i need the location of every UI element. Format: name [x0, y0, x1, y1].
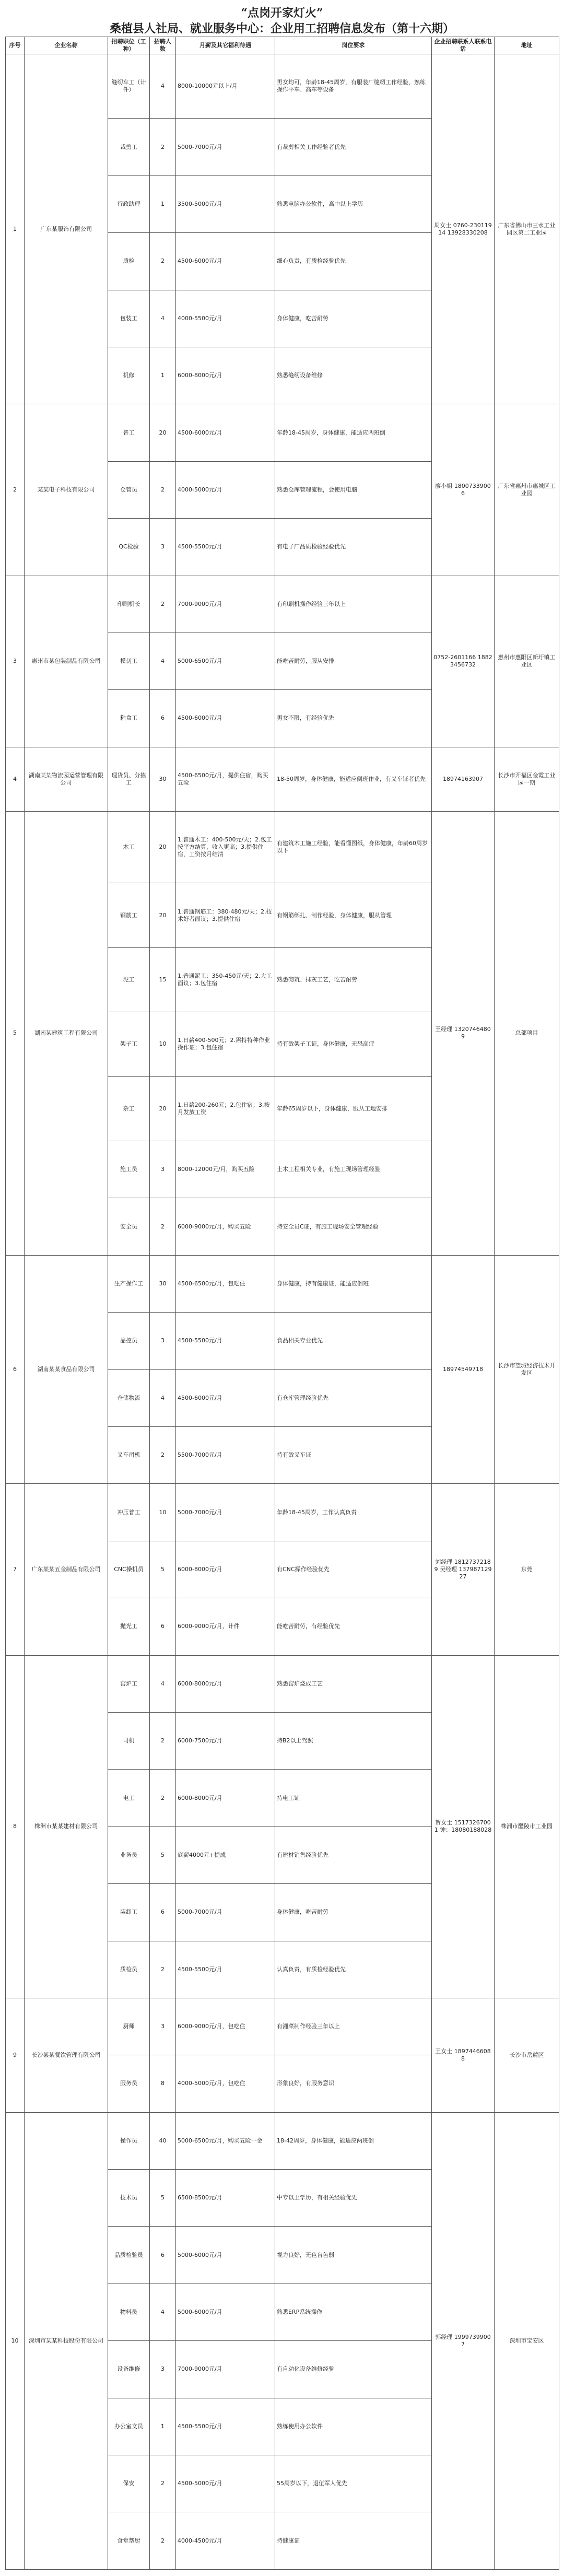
col-header-address: 地址	[495, 37, 559, 54]
company-name: 湖南某建筑工程有限公司	[25, 812, 108, 1256]
job-requirement: 年龄18-45周岁，身体健康，能适应两班倒	[275, 404, 432, 461]
table-body	[6, 54, 559, 2570]
job-requirement: 18-50周岁，身体健康，能适应倒班作业，有叉车证者优先	[275, 747, 432, 811]
job-requirement: 有湘菜制作经验三年以上	[275, 1998, 432, 2055]
job-title: 服务员	[108, 2055, 150, 2112]
job-pay: 6000-8000元/月	[176, 347, 275, 404]
job-count: 20	[150, 883, 176, 947]
job-count: 2	[150, 461, 176, 518]
job-requirement: 熟悉砌筑、抹灰工艺，吃苦耐劳	[275, 947, 432, 1012]
col-header-company: 企业名称	[25, 37, 108, 54]
job-count: 2	[150, 1198, 176, 1255]
job-title: 品质检验员	[108, 2227, 150, 2284]
company-name: 惠州市某包装制品有限公司	[25, 576, 108, 747]
job-count: 5	[150, 2170, 176, 2227]
job-requirement: 中专以上学历，有相关经验优先	[275, 2170, 432, 2227]
job-requirement: 能吃苦耐劳，服从安排	[275, 633, 432, 689]
company-name: 长沙某某餐饮管理有限公司	[25, 1998, 108, 2112]
job-title: 理货员、分拣工	[108, 747, 150, 811]
job-title: 粘盒工	[108, 690, 150, 747]
job-pay: 6000-9000元/月，计件	[176, 1598, 275, 1655]
company-name: 某某电子科技有限公司	[25, 404, 108, 576]
company-address: 广东省惠州市惠城区工业园	[495, 404, 559, 576]
job-requirement: 熟悉仓库管理流程，会使用电脑	[275, 461, 432, 518]
job-requirement: 持安全员C证，有施工现场安全管理经验	[275, 1198, 432, 1255]
job-count: 4	[150, 1369, 176, 1426]
job-pay: 8000-10000元以上/月	[176, 54, 275, 119]
job-requirement: 身体健康，吃苦耐劳	[275, 290, 432, 347]
job-pay: 1.普通钢筋工：380-480元/天；2.技术好者面议；3.提供住宿	[176, 883, 275, 947]
company-contact: 贺女士 15173267001 钟：18080188028	[432, 1655, 495, 1998]
job-requirement: 持有效叉车证	[275, 1426, 432, 1483]
job-title: 架子工	[108, 1012, 150, 1076]
table-row	[6, 1255, 559, 1312]
company-name: 深圳市某某科技股份有限公司	[25, 2112, 108, 2569]
job-title: 电工	[108, 1770, 150, 1826]
job-pay: 8000-12000元/月，购买五险	[176, 1141, 275, 1198]
job-count: 2	[150, 1712, 176, 1769]
job-title: 普工	[108, 404, 150, 461]
job-count: 1	[150, 347, 176, 404]
job-title: 缝纫车工（计件）	[108, 54, 150, 119]
job-count: 3	[150, 1141, 176, 1198]
job-count: 2	[150, 233, 176, 290]
job-title: 办公室文员	[108, 2398, 150, 2455]
company-name: 湖南某某食品有限公司	[25, 1255, 108, 1484]
job-pay: 6000-9000元/月，包吃住	[176, 1998, 275, 2055]
job-title: 叉车司机	[108, 1426, 150, 1483]
col-header-requirement: 岗位要求	[275, 37, 432, 54]
job-title: 施工员	[108, 1141, 150, 1198]
job-pay: 4500-5500元/月	[176, 519, 275, 576]
job-title: 泥工	[108, 947, 150, 1012]
job-pay: 6500-8500元/月	[176, 2170, 275, 2227]
job-requirement: 有建筑木工施工经验，能看懂图纸，身体健康，年龄60周岁以下	[275, 812, 432, 883]
job-count: 6	[150, 690, 176, 747]
job-requirement: 认真负责，有质检经验优先	[275, 1941, 432, 1998]
job-pay: 1.普通木工：400-500元/天；2.包工按平方结算，收入更高；3.提供住宿，工资按月结清	[176, 812, 275, 883]
job-pay: 4500-5500元/月	[176, 2398, 275, 2455]
company-no: 2	[6, 404, 25, 576]
job-count: 6	[150, 1598, 176, 1655]
company-contact: 王女士 18974466088	[432, 1998, 495, 2112]
col-header-job: 招聘职位（工种）	[108, 37, 150, 54]
job-title: 窑炉工	[108, 1655, 150, 1712]
job-requirement: 有CNC操作经验优先	[275, 1541, 432, 1598]
job-count: 2	[150, 1941, 176, 1998]
job-count: 5	[150, 1541, 176, 1598]
job-title: 业务员	[108, 1826, 150, 1883]
job-count: 3	[150, 1998, 176, 2055]
job-pay: 3500-5000元/月	[176, 175, 275, 232]
company-no: 8	[6, 1655, 25, 1998]
job-requirement: 持有效架子工证，身体健康，无恐高症	[275, 1012, 432, 1076]
job-title: 仓储物流	[108, 1369, 150, 1426]
company-no: 7	[6, 1484, 25, 1655]
job-title: 仓管员	[108, 461, 150, 518]
job-pay: 4000-5000元/月	[176, 461, 275, 518]
job-title: 模切工	[108, 633, 150, 689]
job-requirement: 有裁剪相关工作经验者优先	[275, 119, 432, 175]
job-title: 质检员	[108, 1941, 150, 1998]
job-requirement: 有印刷机操作经验三年以上	[275, 576, 432, 633]
job-count: 2	[150, 576, 176, 633]
job-requirement: 能吃苦耐劳，有经验优先	[275, 1598, 432, 1655]
job-pay: 4000-5500元/月	[176, 290, 275, 347]
job-count: 40	[150, 2112, 176, 2169]
job-title: 技术员	[108, 2170, 150, 2227]
job-title: 司机	[108, 1712, 150, 1769]
company-no: 1	[6, 54, 25, 404]
job-title: QC检验	[108, 519, 150, 576]
job-title: 行政助理	[108, 175, 150, 232]
job-title: 抛光工	[108, 1598, 150, 1655]
job-count: 3	[150, 1313, 176, 1369]
job-pay: 4500-5500元/月	[176, 1941, 275, 1998]
job-title: 机修	[108, 347, 150, 404]
job-requirement: 持B2以上驾照	[275, 1712, 432, 1769]
recruitment-table	[5, 37, 559, 2570]
job-count: 10	[150, 1012, 176, 1076]
job-requirement: 有自动化设备维修经验	[275, 2341, 432, 2398]
company-contact: 周女士 0760-23011914 13928330208	[432, 54, 495, 404]
job-pay: 6000-8000元/月	[176, 1770, 275, 1826]
job-count: 4	[150, 633, 176, 689]
job-count: 20	[150, 404, 176, 461]
job-pay: 4500-6000元/月	[176, 1369, 275, 1426]
job-requirement: 熟悉ERP系统操作	[275, 2284, 432, 2340]
company-address: 株洲市醴陵市工业园	[495, 1655, 559, 1998]
company-no: 5	[6, 812, 25, 1256]
job-count: 2	[150, 1426, 176, 1483]
job-count: 4	[150, 54, 176, 119]
company-name: 湖南某某物流园运营管理有限公司	[25, 747, 108, 811]
job-pay: 4500-6500元/月，提供住宿，购买五险	[176, 747, 275, 811]
job-count: 6	[150, 2227, 176, 2284]
job-requirement: 有电子厂品质检验经验优先	[275, 519, 432, 576]
job-pay: 5000-7000元/月	[176, 1484, 275, 1541]
job-title: 冲压普工	[108, 1484, 150, 1541]
company-no: 4	[6, 747, 25, 811]
company-address: 长沙市望城经济技术开发区	[495, 1255, 559, 1484]
job-count: 15	[150, 947, 176, 1012]
job-pay: 6000-8000元/月	[176, 1655, 275, 1712]
company-address: 广东省佛山市三水工业园区第二工业园	[495, 54, 559, 404]
job-requirement: 男女不限，有经验优先	[275, 690, 432, 747]
col-header-no: 序号	[6, 37, 25, 54]
job-pay: 4000-4500元/月	[176, 2512, 275, 2569]
company-contact: 王经理 13207464809	[432, 812, 495, 1256]
company-address: 惠州市惠阳区新圩镇工业区	[495, 576, 559, 747]
job-count: 8	[150, 2055, 176, 2112]
job-title: 生产操作工	[108, 1255, 150, 1312]
job-title: 包装工	[108, 290, 150, 347]
company-name: 株洲市某某建材有限公司	[25, 1655, 108, 1998]
job-pay: 4500-6000元/月	[176, 690, 275, 747]
job-count: 4	[150, 290, 176, 347]
job-title: 品控员	[108, 1313, 150, 1369]
job-title: 设备维修	[108, 2341, 150, 2398]
table-row	[6, 576, 559, 633]
job-title: 厨师	[108, 1998, 150, 2055]
company-address: 总部项目	[495, 812, 559, 1256]
job-title: 操作员	[108, 2112, 150, 2169]
job-requirement: 有仓库管理经验优先	[275, 1369, 432, 1426]
job-title: 裁剪工	[108, 119, 150, 175]
job-title: 印刷机长	[108, 576, 150, 633]
job-title: 钢筋工	[108, 883, 150, 947]
job-pay: 4500-6000元/月	[176, 404, 275, 461]
job-pay: 4500-6000元/月	[176, 233, 275, 290]
table-row	[6, 747, 559, 811]
col-header-pay: 月薪及其它福利待遇	[176, 37, 275, 54]
job-pay: 4000-5000元/月，包吃住	[176, 2055, 275, 2112]
job-pay: 底薪4000元+提成	[176, 1826, 275, 1883]
job-requirement: 持健康证	[275, 2512, 432, 2569]
table-header-row	[6, 37, 559, 54]
job-pay: 5500-7000元/月	[176, 1426, 275, 1483]
job-title: 木工	[108, 812, 150, 883]
job-title: 物料员	[108, 2284, 150, 2340]
job-count: 3	[150, 2341, 176, 2398]
job-title: 杂工	[108, 1076, 150, 1141]
job-requirement: 形象良好，有服务意识	[275, 2055, 432, 2112]
job-count: 1	[150, 2398, 176, 2455]
job-pay: 4500-5000元/月	[176, 2455, 275, 2512]
job-requirement: 细心负责，有质检经验优先	[275, 233, 432, 290]
job-count: 6	[150, 1884, 176, 1941]
job-requirement: 男女均可，年龄18-45周岁，有服装厂缝纫工作经验，熟练操作平车、高车等设备	[275, 54, 432, 119]
company-contact: 18974549718	[432, 1255, 495, 1484]
job-requirement: 熟练使用办公软件	[275, 2398, 432, 2455]
table-row	[6, 812, 559, 883]
job-title: 保安	[108, 2455, 150, 2512]
job-requirement: 土木工程相关专业，有施工现场管理经验	[275, 1141, 432, 1198]
job-title: 安全员	[108, 1198, 150, 1255]
job-count: 10	[150, 1484, 176, 1541]
job-pay: 6000-9000元/月，购买五险	[176, 1198, 275, 1255]
company-no: 9	[6, 1998, 25, 2112]
company-address: 深圳市宝安区	[495, 2112, 559, 2569]
job-pay: 4500-6500元/月，包吃住	[176, 1255, 275, 1312]
job-count: 2	[150, 2455, 176, 2512]
table-row	[6, 1484, 559, 1541]
company-address: 东莞	[495, 1484, 559, 1655]
company-address: 长沙市岳麓区	[495, 1998, 559, 2112]
table-row	[6, 1998, 559, 2055]
job-requirement: 视力良好，无色盲色弱	[275, 2227, 432, 2284]
company-no: 3	[6, 576, 25, 747]
job-count: 5	[150, 1826, 176, 1883]
job-count: 2	[150, 2512, 176, 2569]
job-title: CNC操机员	[108, 1541, 150, 1598]
company-contact: 廖小姐 18007339006	[432, 404, 495, 576]
job-requirement: 熟悉窑炉烧成工艺	[275, 1655, 432, 1712]
job-requirement: 熟悉缝纫设备维修	[275, 347, 432, 404]
notice-title-line2: 桑植县人社局、就业服务中心：企业用工招聘信息发布（第十六期）	[109, 22, 454, 36]
company-contact: 刘经理 18127372189 吴经理 13798712927	[432, 1484, 495, 1655]
table-row	[6, 2112, 559, 2169]
notice-header	[0, 0, 564, 37]
job-count: 3	[150, 519, 176, 576]
job-requirement: 有钢筋绑扎、制作经验，身体健康，服从管理	[275, 883, 432, 947]
job-count: 20	[150, 1076, 176, 1141]
job-count: 2	[150, 119, 176, 175]
job-count: 30	[150, 1255, 176, 1312]
job-pay: 5000-7000元/月	[176, 1884, 275, 1941]
job-title: 质检	[108, 233, 150, 290]
job-count: 20	[150, 812, 176, 883]
job-pay: 5000-6000元/月	[176, 2227, 275, 2284]
job-count: 2	[150, 1770, 176, 1826]
job-count: 4	[150, 2284, 176, 2340]
job-count: 4	[150, 1655, 176, 1712]
job-count: 30	[150, 747, 176, 811]
job-pay: 7000-9000元/月	[176, 2341, 275, 2398]
company-contact: 郭经理 19997399007	[432, 2112, 495, 2569]
company-name: 广东某某五金制品有限公司	[25, 1484, 108, 1655]
job-pay: 6000-8000元/月	[176, 1541, 275, 1598]
company-name: 广东某服饰有限公司	[25, 54, 108, 404]
job-pay: 1.日薪400-500元；2.需持特种作业操作证；3.包住宿	[176, 1012, 275, 1076]
company-no: 6	[6, 1255, 25, 1484]
table-row	[6, 54, 559, 119]
notice-title-line1: “点岗开家灯火”	[241, 6, 323, 20]
job-requirement: 年龄65周岁以下，身体健康，服从工地安排	[275, 1076, 432, 1141]
job-requirement: 食品相关专业优先	[275, 1313, 432, 1369]
job-pay: 5000-6000元/月	[176, 2284, 275, 2340]
job-pay: 1.普通泥工：350-450元/天；2.大工面议；3.包住宿	[176, 947, 275, 1012]
job-pay: 7000-9000元/月	[176, 576, 275, 633]
job-requirement: 55周岁以下，退伍军人优先	[275, 2455, 432, 2512]
table-row	[6, 404, 559, 461]
job-pay: 4500-5500元/月	[176, 1313, 275, 1369]
job-requirement: 持电工证	[275, 1770, 432, 1826]
job-requirement: 身体健康，持有健康证，能适应倒班	[275, 1255, 432, 1312]
job-title: 食堂帮厨	[108, 2512, 150, 2569]
job-requirement: 有建材销售经验优先	[275, 1826, 432, 1883]
company-no: 10	[6, 2112, 25, 2569]
job-pay: 5000-7000元/月	[176, 119, 275, 175]
col-header-count: 招聘人数	[150, 37, 176, 54]
job-requirement: 年龄18-45周岁，工作认真负责	[275, 1484, 432, 1541]
job-pay: 5000-6500元/月，购买五险一金	[176, 2112, 275, 2169]
job-pay: 1.日薪200-260元；2.包住宿；3.按月发放工资	[176, 1076, 275, 1141]
job-pay: 6000-7500元/月	[176, 1712, 275, 1769]
col-header-contact: 企业招聘联系人联系电话	[432, 37, 495, 54]
company-address: 长沙市开福区金霞工业园一期	[495, 747, 559, 811]
company-contact: 18974163907	[432, 747, 495, 811]
job-title: 装卸工	[108, 1884, 150, 1941]
job-pay: 5000-6500元/月	[176, 633, 275, 689]
table-row	[6, 1655, 559, 1712]
job-count: 1	[150, 175, 176, 232]
job-requirement: 18-42周岁，身体健康，能适应两班倒	[275, 2112, 432, 2169]
company-contact: 0752-2601166 18823456732	[432, 576, 495, 747]
job-requirement: 身体健康，吃苦耐劳	[275, 1884, 432, 1941]
job-requirement: 熟悉电脑办公软件，高中以上学历	[275, 175, 432, 232]
